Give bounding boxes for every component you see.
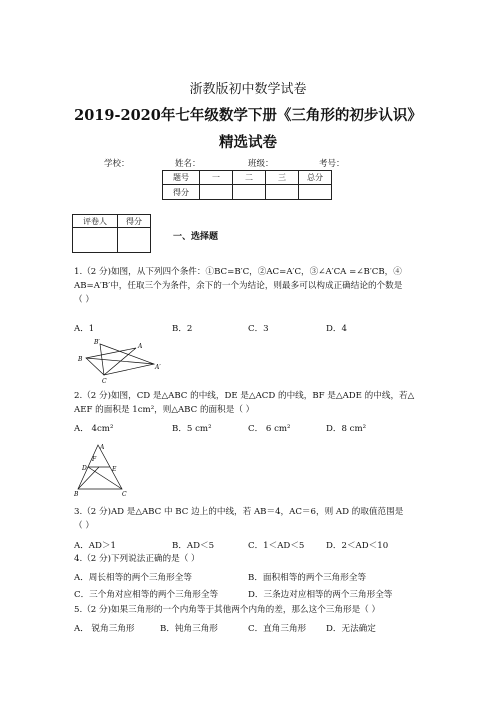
question-line: AB=A′B′中，任取三个为条件，余下的一个为结论，则最多可以构成正确结论的个数是 [74, 281, 403, 291]
class-field-label: 班级： [248, 159, 274, 169]
option-d[interactable]: D．2＜AD＜10 [326, 541, 389, 551]
grader-table [72, 214, 151, 253]
figure-1-diagram [72, 336, 162, 386]
score-table-header: 总分 [299, 171, 332, 185]
score-table-header: 二 [233, 171, 266, 185]
exam-number-field-label: 考号： [319, 159, 345, 169]
fig2-label-d: D [82, 465, 87, 472]
question-2 [74, 389, 434, 417]
option-c[interactable]: C．三个角对应相等的两个三角形全等 [74, 590, 219, 600]
option-d[interactable]: D．4 [326, 324, 347, 334]
question-line: （ ） [74, 521, 94, 531]
option-a[interactable]: A．周长相等的两个三角形全等 [74, 573, 192, 583]
score-table [162, 170, 332, 200]
question-line: 3.（2 分)AD 是△ABC 中 BC 边上的中线，若 AB＝4，AC＝6，则 AD 的取值范围是 [74, 507, 404, 517]
section-heading: 一、选择题 [173, 232, 219, 242]
name-field-label: 姓名： [175, 159, 201, 169]
question-3 [74, 505, 434, 533]
option-c[interactable]: C．1＜AD＜5 [248, 541, 305, 551]
question-line: 4.（2 分)下列说法正确的是（ ） [74, 554, 200, 564]
fig2-label-e: E [112, 466, 117, 473]
grader-header: 评卷人 [73, 215, 118, 228]
option-d[interactable]: D．无法确定 [326, 624, 376, 634]
question-4 [74, 552, 434, 566]
option-d[interactable]: D．三条边对应相等的两个三角形全等 [248, 590, 393, 600]
score-table-cell: 得分 [163, 185, 200, 200]
score-table-header: 一 [200, 171, 233, 185]
grader-cell[interactable] [73, 228, 118, 253]
option-a[interactable]: A． 锐角三角形 [74, 624, 135, 634]
option-c[interactable]: C．直角三角形 [248, 624, 307, 634]
figure-2-diagram [72, 441, 132, 499]
option-b[interactable]: B．AD＜5 [172, 541, 215, 551]
grader-cell[interactable] [118, 228, 151, 253]
option-a[interactable]: A．1 [74, 324, 95, 334]
score-table-cell[interactable] [233, 185, 266, 200]
page-title: 2019-2020年七年级数学下册《三角形的初步认识》 [74, 107, 422, 124]
grader-header: 得分 [118, 215, 151, 228]
fig2-label-c: C [122, 491, 127, 498]
fig1-label-a-prime: A′ [155, 364, 161, 371]
score-table-header: 题号 [163, 171, 200, 185]
option-a[interactable]: A． 4cm² [74, 424, 114, 434]
school-field-label: 学校： [104, 159, 130, 169]
question-line: AEF 的面积是 1cm²，则△ABC 的面积是（ ） [74, 405, 255, 415]
option-c[interactable]: C． 6 cm² [248, 424, 291, 434]
series-title: 浙教版初中数学试卷 [189, 82, 307, 97]
option-b[interactable]: B．2 [172, 324, 193, 334]
option-c[interactable]: C．3 [248, 324, 269, 334]
fig1-label-c: C [102, 378, 107, 385]
score-table-cell[interactable] [299, 185, 332, 200]
fig2-label-a: A [100, 444, 105, 451]
question-5 [74, 603, 454, 617]
option-b[interactable]: B．钝角三角形 [160, 624, 218, 634]
question-line: 1.（2 分)如图，从下列四个条件：①BC=B′C，②AC=A′C，③∠A′CA =∠B′CB，④ [74, 267, 402, 277]
option-b[interactable]: B．面积相等的两个三角形全等 [248, 573, 367, 583]
fig2-label-f: F [92, 456, 97, 463]
question-line: 5.（2 分)如果三角形的一个内角等于其他两个内角的差，那么这个三角形是（ ） [74, 605, 381, 615]
fig1-label-a: A [138, 343, 143, 350]
option-d[interactable]: D．8 cm² [326, 424, 367, 434]
question-line: 2.（2 分)如图，CD 是△ABC 的中线，DE 是△ACD 的中线，BF 是△ADE 的中线，若△ [74, 391, 415, 401]
score-table-cell[interactable] [200, 185, 233, 200]
fig2-label-b: B [74, 491, 79, 498]
option-a[interactable]: A．AD＞1 [74, 541, 116, 551]
question-line: （ ） [74, 295, 94, 305]
fig1-label-b-prime: B′ [94, 339, 100, 346]
question-1 [74, 265, 434, 307]
score-table-cell[interactable] [266, 185, 299, 200]
page-subtitle: 精选试卷 [219, 134, 277, 151]
score-table-header: 三 [266, 171, 299, 185]
fig1-label-b: B [78, 356, 83, 363]
option-b[interactable]: B．5 cm² [172, 424, 212, 434]
